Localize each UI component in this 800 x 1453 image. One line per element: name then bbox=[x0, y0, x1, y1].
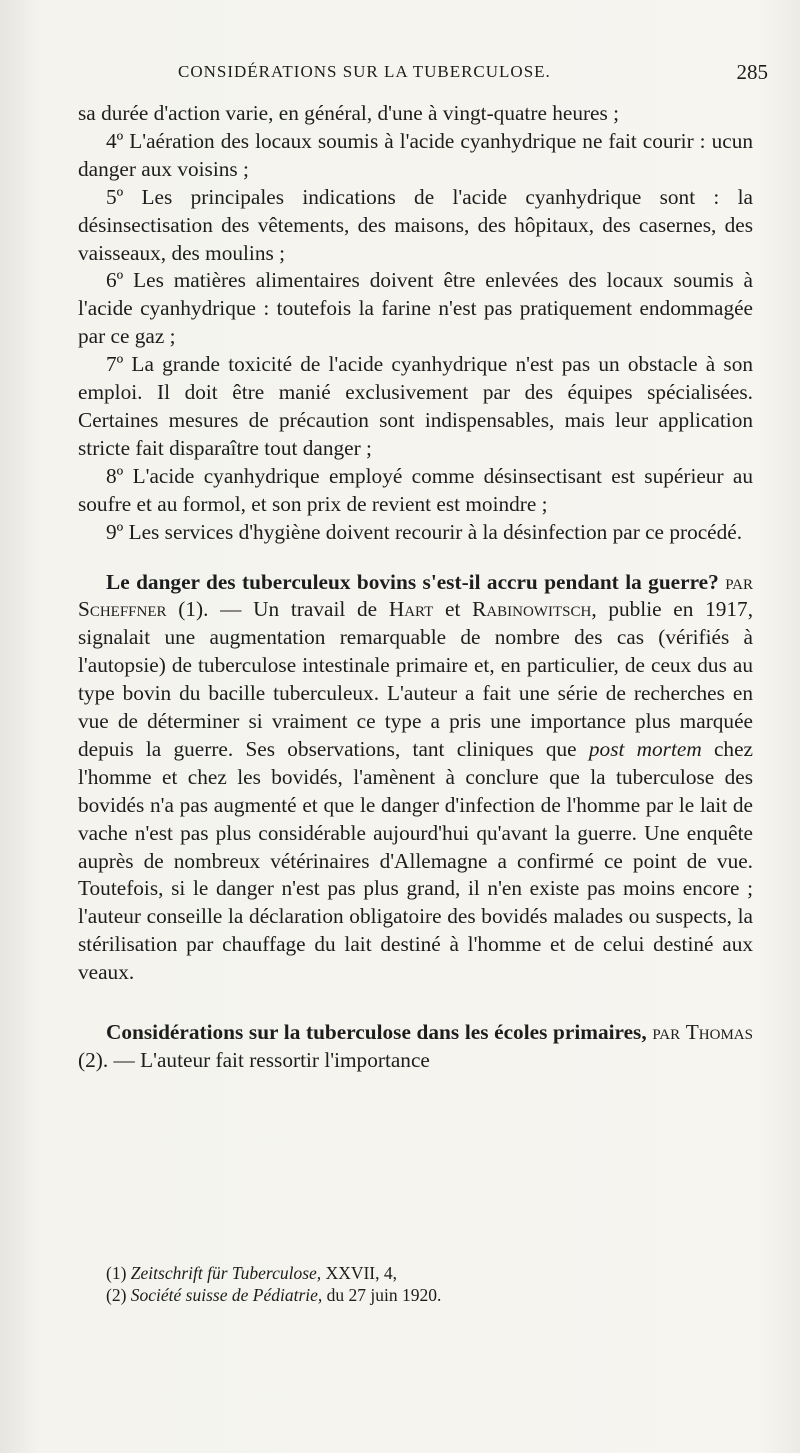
list-item-4: 4º L'aération des locaux soumis à l'acide cyanhydrique ne fait courir : ucun danger aux voisins ; bbox=[78, 128, 753, 181]
cited-author: Hart bbox=[388, 597, 434, 622]
section-bovine-tuberculosis bbox=[78, 569, 753, 988]
footnote-text: du 27 juin 1920. bbox=[326, 1285, 442, 1305]
footnote-2 bbox=[106, 1284, 756, 1306]
conjunction: et bbox=[445, 597, 461, 622]
author-name: Scheffner bbox=[78, 597, 167, 622]
section-school-tuberculosis bbox=[78, 1019, 753, 1075]
cited-author: Rabinowitsch bbox=[472, 597, 592, 622]
text-segment: chez l'homme et chez les bovidés, l'amènent à conclure que la tuberculose des bovidés n'a pas augmenté et que le danger d'infection de l'homme par le lait de vache n'est pas plus considérable aujourd'hui qu'avant la guerre. Une enquête auprès de nombreux vétérinaires d'Allemagne a confirmé ce point de vue. Toutefois, si le danger n'est pas plus grand, il n'en existe pas moins encore ; l'auteur conseille la déclaration obligatoire des bovidés malades ou suspects, la stérilisation par chauffage du lait destiné à l'homme et de celui destiné aux veaux. bbox=[78, 736, 753, 985]
journal-title: Société suisse de Pédiatrie, bbox=[130, 1285, 323, 1305]
running-title: CONSIDÉRATIONS SUR LA TUBERCULOSE. bbox=[178, 62, 551, 81]
footnote-ref: (2). bbox=[78, 1048, 109, 1072]
footnote-ref: (1). bbox=[178, 597, 209, 622]
footnotes bbox=[106, 1262, 756, 1306]
list-item-3-end: sa durée d'action varie, en général, d'une à vingt-quatre heures ; bbox=[78, 101, 620, 125]
journal-title: Zeitschrift für Tuberculose, bbox=[130, 1263, 322, 1283]
section-title: Le danger des tuberculeux bovins s'est-il accru pendant la guerre? bbox=[106, 569, 719, 594]
running-header bbox=[178, 62, 768, 82]
list-item-7: 7º La grande toxicité de l'acide cyanhydrique n'est pas un obstacle à son emploi. Il doit être manié exclusivement par des équipes spécialisées. Certaines mesures de précaution sont indispensables, mais leur application stricte fait disparaître tout danger ; bbox=[78, 352, 753, 460]
footnote-text: XXVII, 4, bbox=[325, 1263, 398, 1283]
author-name: Thomas bbox=[685, 1020, 753, 1045]
footnote-1 bbox=[106, 1262, 756, 1284]
footnote-number: (1) bbox=[106, 1263, 127, 1283]
text-segment: , publie en 1917, signalait une augmentation remarquable de nombre des cas (vérifiés à l'autopsie) de tuberculose intestinale primaire et, en particulier, de ceux dus au type bovin du bacille tuberculeux. L'auteur a fait une série de recherches en vue de déterminer si vraiment ce type a pris une importance plus marquée depuis la guerre. Ses observations, tant cliniques que bbox=[78, 597, 754, 761]
par-label: par bbox=[652, 1020, 681, 1045]
footnote-number: (2) bbox=[106, 1285, 127, 1305]
text-segment: — L'auteur fait ressortir l'importance bbox=[113, 1048, 430, 1072]
list-item-5: 5º Les principales indications de l'acide cyanhydrique sont : la désinsectisation des vêtements, des maisons, des hôpitaux, des casernes, des vaisseaux, des moulins ; bbox=[78, 184, 753, 265]
section-title: Considérations sur la tuberculose dans les écoles primaires, bbox=[106, 1020, 647, 1045]
main-text bbox=[78, 100, 753, 1075]
italic-term: post mortem bbox=[588, 736, 702, 761]
list-item-9: 9º Les services d'hygiène doivent recourir à la désinfection par ce procédé. bbox=[106, 519, 743, 544]
page-number: 285 bbox=[736, 60, 768, 84]
list-item-8: 8º L'acide cyanhydrique employé comme désinsectisant est supérieur au soufre et au formol, et son prix de revient est moindre ; bbox=[78, 463, 753, 516]
list-item-6: 6º Les matières alimentaires doivent être enlevées des locaux soumis à l'acide cyanhydrique : toutefois la farine n'est pas pratiquement endommagée par ce gaz ; bbox=[78, 268, 753, 349]
par-label: par bbox=[725, 569, 753, 594]
text-segment: — Un travail de bbox=[220, 597, 378, 622]
